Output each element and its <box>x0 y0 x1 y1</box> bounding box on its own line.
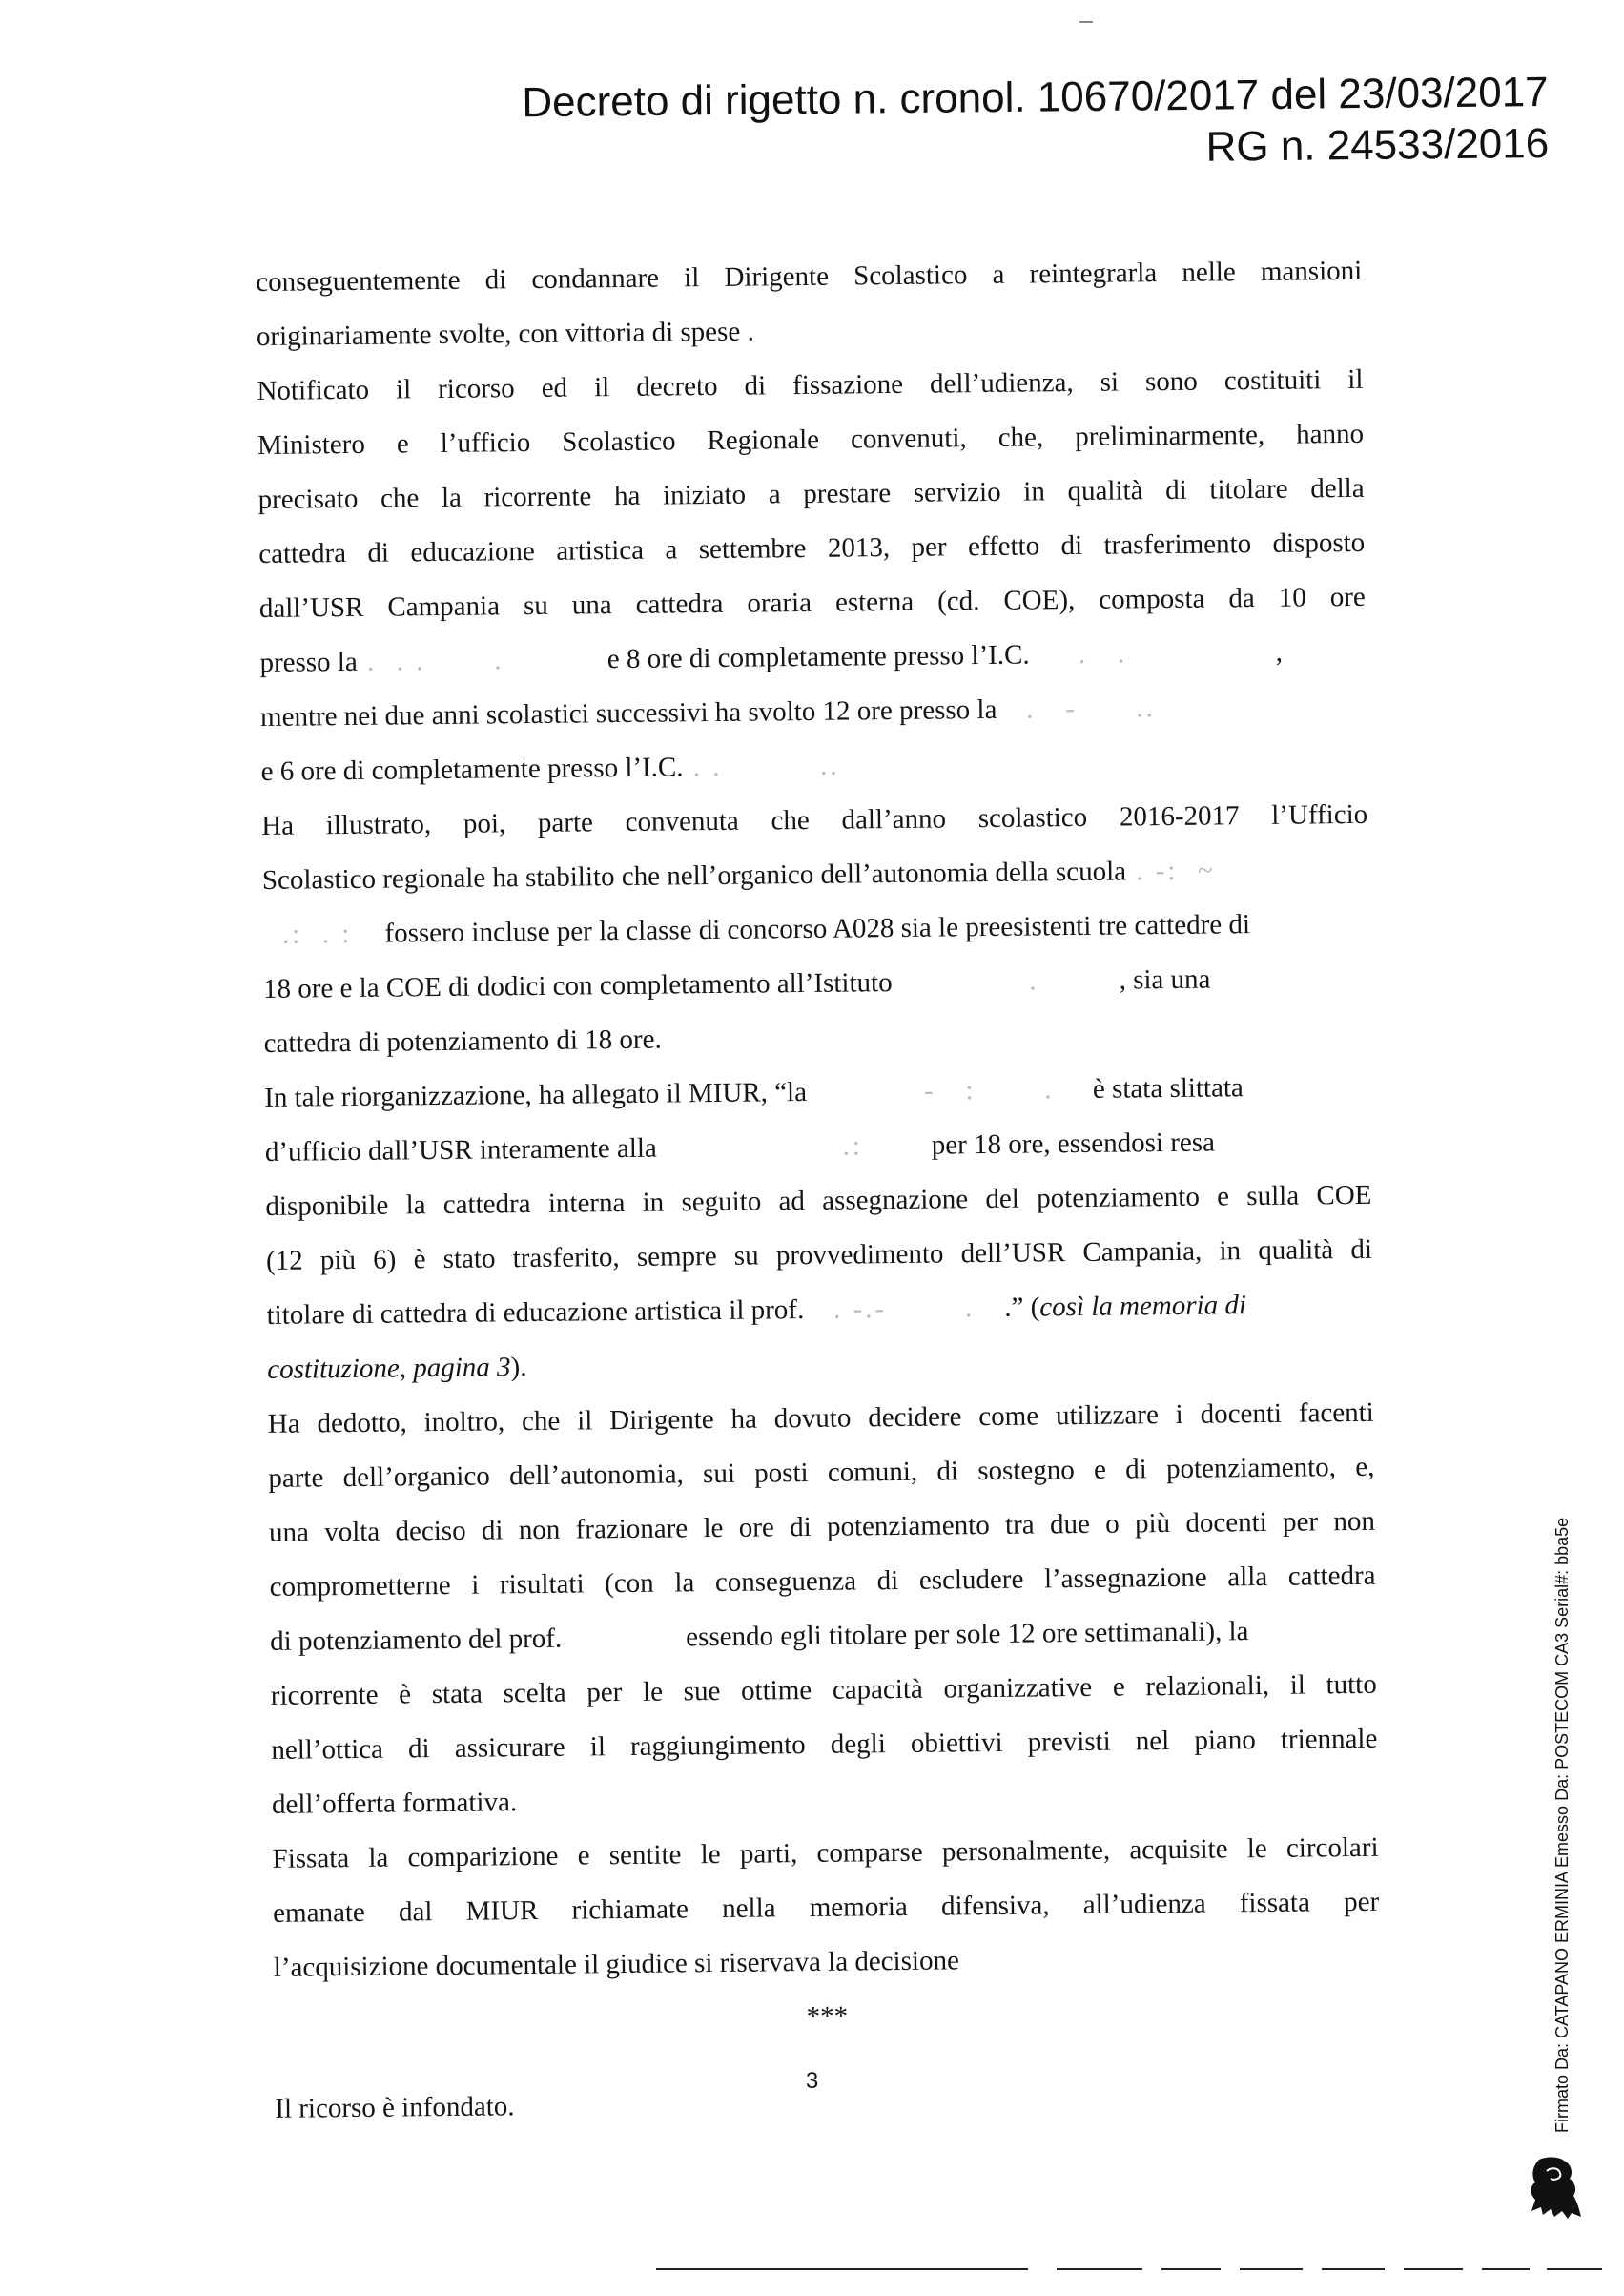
text-fragment: 18 ore e la COE di dodici con completamento all’Istituto <box>262 967 893 1004</box>
text-line: emanate dal MIUR richiamate nella memoria difensiva, all’udienza fissata per <box>273 1886 1380 1929</box>
text-line: precisato che la ricorrente ha iniziato a prestare servizio in qualità di titolare della <box>257 472 1365 515</box>
redaction: . <box>892 965 1039 999</box>
bottom-rule <box>1404 2268 1463 2270</box>
section-separator: *** <box>806 2000 849 2033</box>
text-fragment: titolare di cattedra di educazione artistica il prof. <box>266 1294 805 1331</box>
text-fragment: In tale riorganizzazione, ha allegato il MIUR, “la <box>264 1076 808 1113</box>
text-line: dall’USR Campania su una cattedra oraria esterna (cd. COE), composta da 10 ore <box>258 581 1366 624</box>
text-fragment: .” ( <box>1004 1292 1040 1323</box>
text-fragment: essendo egli titolare per sole 12 ore settimanali), la <box>686 1616 1249 1653</box>
redaction <box>562 1645 686 1646</box>
text-line <box>266 1277 1373 1343</box>
text-line: Ha illustrato, poi, parte convenuta che dall’anno scolastico 2016-2017 l’Ufficio <box>261 798 1368 841</box>
scan-mark <box>1079 21 1093 23</box>
bottom-rule <box>1322 2268 1385 2270</box>
text-fragment: d’ufficio dall’USR interamente alla <box>264 1132 657 1168</box>
text-line: Fissata la comparizione e sentite le parti, comparse personalmente, acquisite le circolari <box>272 1831 1379 1874</box>
text-line: originariamente svolte, con vittoria di spese . <box>256 316 754 352</box>
redaction: . - .. <box>997 693 1156 725</box>
text-line: parte dell’organico dell’autonomia, sui posti comuni, di sostegno e di potenziamento, e, <box>268 1451 1375 1494</box>
text-fragment: presso la <box>259 646 358 678</box>
redaction: - : . <box>806 1074 1055 1107</box>
text-line: l’acquisizione documentale il giudice si riservava la decisione <box>273 1945 960 1983</box>
bottom-rule <box>1547 2268 1602 2270</box>
text-fragment: e 8 ore di completamente presso l’I.C. <box>606 639 1030 675</box>
redaction: . . . . <box>357 645 504 677</box>
text-line: cattedra di educazione artistica a settembre 2013, per effetto di trasferimento disposto <box>258 527 1366 569</box>
text-line: disponibile la cattedra interna in seguito ad assegnazione del potenziamento e sulla COE <box>265 1179 1372 1222</box>
redaction: . -.- . <box>804 1293 976 1326</box>
text-line: (12 più 6) è stato trasferito, sempre su provvedimento dell’USR Campania, in qualità di <box>265 1233 1373 1276</box>
bottom-rule <box>1057 2268 1142 2270</box>
text-fragment: per 18 ore, essendosi resa <box>931 1127 1216 1161</box>
text-line: Il ricorso è infondato. <box>275 2091 515 2124</box>
redaction: . -: ~ <box>1125 855 1216 887</box>
text-fragment: Scolastico regionale ha stabilito che nell’organico dell’autonomia della scuola <box>261 856 1127 896</box>
text-fragment: ). <box>510 1352 527 1383</box>
text-line <box>263 951 1370 1017</box>
text-line: conseguentemente di condannare il Dirigente Scolastico a reintegrarla nelle mansioni <box>256 255 1363 298</box>
page-number: 3 <box>805 2068 819 2094</box>
citation: costituzione, pagina 3 <box>267 1352 511 1385</box>
text-line <box>260 679 1367 745</box>
seal-stamp-icon <box>1526 2156 1583 2221</box>
document-body <box>256 244 1382 2137</box>
text-line: una volta deciso di non frazionare le ore di potenziamento tra due o più docenti per non <box>268 1505 1376 1548</box>
bottom-rule <box>1482 2268 1530 2270</box>
redaction: . . .. <box>683 750 840 783</box>
text-fragment: , sia una <box>1119 963 1211 996</box>
bottom-rule <box>1240 2268 1303 2270</box>
text-line: Ministero e l’ufficio Scolastico Regionale convenuti, che, preliminarmente, hanno <box>257 418 1365 461</box>
text-line: ricorrente è stata scelta per le sue ottime capacità organizzative e relazionali, il tutto <box>270 1668 1377 1711</box>
bottom-rule <box>656 2268 1028 2270</box>
case-number: RG n. 24533/2016 <box>1204 119 1550 171</box>
text-fragment: di potenziamento del prof. <box>270 1623 563 1657</box>
text-line: Ha dedotto, inoltro, che il Dirigente ha dovuto decidere come utilizzare i docenti facenti <box>267 1396 1374 1439</box>
text-line: dell’offerta formativa. <box>271 1787 518 1820</box>
text-fragment: fossero incluse per la classe di concorso A028 sia le preesistenti tre cattedre di <box>384 909 1251 949</box>
text-fragment: e 6 ore di completamente presso l’I.C. <box>260 752 684 787</box>
text-line: comprometterne i risultati (con la conseguenza di escludere l’assegnazione alla cattedra <box>269 1560 1376 1603</box>
redaction: .: . : <box>262 918 353 950</box>
text-line: Notificato il ricorso ed il decreto di fissazione dell’udienza, si sono costituiti il <box>257 363 1364 406</box>
text-fragment: mentre nei due anni scolastici successivi ha svolto 12 ore presso la <box>259 693 997 733</box>
text-line: cattedra di potenziamento di 18 ore. <box>263 1024 662 1059</box>
redaction: . . <box>1029 638 1128 671</box>
decree-reference: Decreto di rigetto n. cronol. 10670/2017 del 23/03/2017 <box>521 68 1549 127</box>
redaction: .: <box>656 1130 864 1164</box>
text-fragment: , <box>1275 636 1284 668</box>
bottom-rule <box>1161 2268 1221 2270</box>
text-line: nell’ottica di assicurare il raggiungimento degli obiettivi previsti nel piano triennale <box>271 1723 1378 1766</box>
citation: così la memoria di <box>1039 1290 1247 1323</box>
text-fragment: è stata slittata <box>1092 1072 1244 1105</box>
document-header <box>522 67 1549 180</box>
digital-signature-strip: Firmato Da: CATAPANO ERMINIA Emesso Da: POSTECOM CA3 Serial#: bba5e <box>1552 1517 1572 2133</box>
